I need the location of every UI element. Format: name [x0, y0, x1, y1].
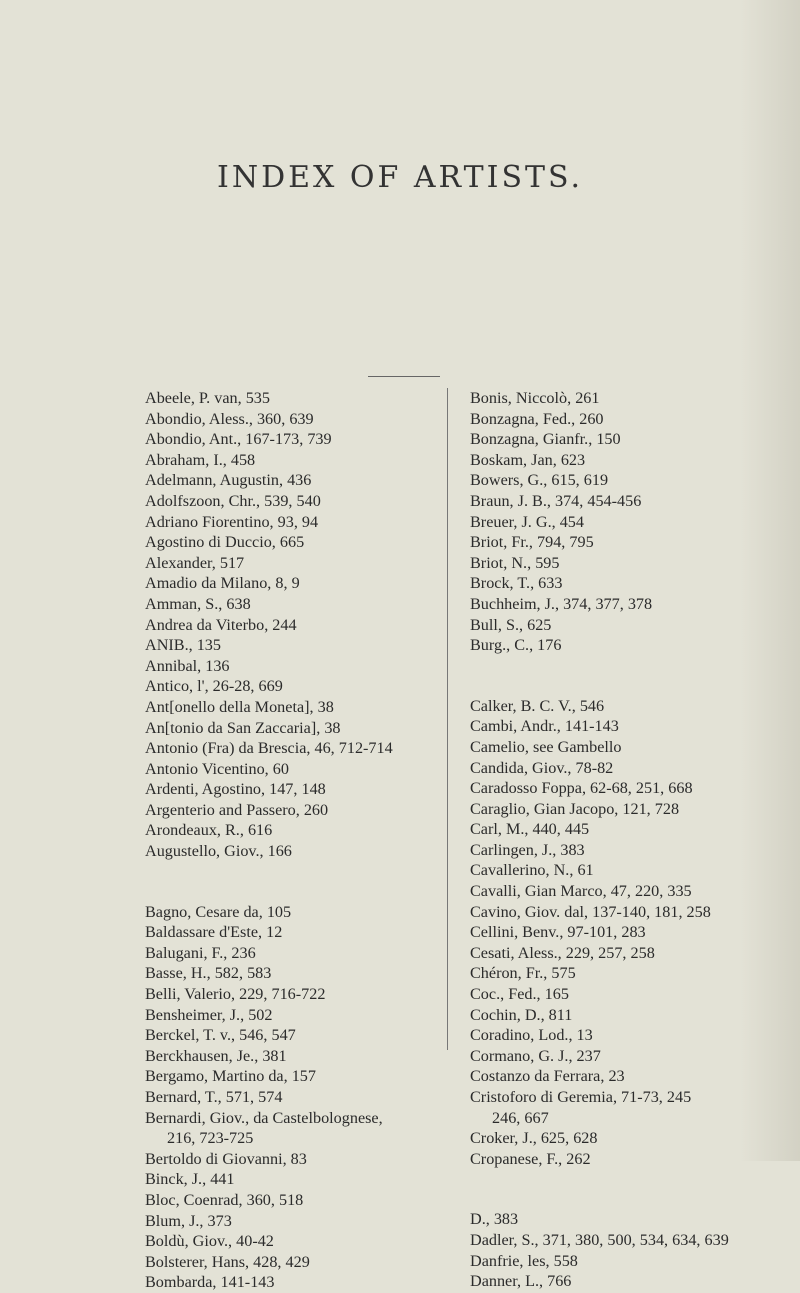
index-entry: Annibal, 136: [145, 656, 230, 675]
index-entry: Cormano, G. J., 237: [470, 1046, 601, 1065]
index-entry: Coradino, Lod., 13: [470, 1026, 593, 1045]
index-entry: Abeele, P. van, 535: [145, 389, 270, 407]
index-entry: Adriano Fiorentino, 93, 94: [145, 512, 319, 531]
index-entry: Danner, L., 766: [470, 1272, 572, 1291]
index-entry: Croker, J., 625, 628: [470, 1129, 598, 1148]
index-entry: Amman, S., 638: [145, 594, 251, 613]
index-entry: Boldù, Giov., 40-42: [145, 1232, 274, 1251]
letter-group-gap: [470, 656, 800, 696]
index-entry: Caraglio, Gian Jacopo, 121, 728: [470, 799, 680, 818]
index-entry: Baldassare d'Este, 12: [145, 923, 283, 942]
letter-group-gap: [145, 862, 445, 902]
index-entry: Alexander, 517: [145, 553, 245, 572]
index-entry: Abraham, I., 458: [145, 450, 256, 469]
index-entry: Cellini, Benv., 97-101, 283: [470, 923, 646, 942]
index-entry: Agostino di Duccio, 665: [145, 533, 305, 552]
index-entry: Bagno, Cesare da, 105: [145, 902, 292, 921]
index-entry: Berckhausen, Je., 381: [145, 1046, 287, 1065]
index-entry: Argenterio and Passero, 260: [145, 800, 329, 819]
index-entry-continuation: 246, 667: [492, 1108, 549, 1127]
index-entry: Chéron, Fr., 575: [470, 964, 576, 983]
index-entry: Abondio, Ant., 167-173, 739: [145, 430, 332, 449]
index-entry: Amadio da Milano, 8, 9: [145, 574, 300, 593]
index-column-left: [145, 388, 445, 1293]
index-entry: Caradosso Foppa, 62-68, 251, 668: [470, 779, 693, 798]
index-entry: Costanzo da Ferrara, 23: [470, 1067, 625, 1086]
index-entry: Boskam, Jan, 623: [470, 450, 586, 469]
index-entry: Carlingen, J., 383: [470, 840, 585, 859]
index-entry: Belli, Valerio, 229, 716-722: [145, 985, 326, 1004]
index-entry: Bernardi, Giov., da Castelbolognese,: [145, 1108, 383, 1127]
index-entry: Bonzagna, Gianfr., 150: [470, 430, 621, 449]
index-entry: Bonis, Niccolò, 261: [470, 389, 600, 407]
index-entry: Braun, J. B., 374, 454-456: [470, 491, 642, 510]
index-entry: Balugani, F., 236: [145, 943, 256, 962]
index-entry: ANIB., 135: [145, 636, 221, 655]
index-entry: Bloc, Coenrad, 360, 518: [145, 1190, 304, 1209]
index-entry: Bonzagna, Fed., 260: [470, 409, 604, 428]
index-entry: Bertoldo di Giovanni, 83: [145, 1149, 307, 1168]
index-entry: Camelio, see Gambello: [470, 737, 622, 756]
index-entry: Ardenti, Agostino, 147, 148: [145, 780, 326, 799]
index-entry: Arondeaux, R., 616: [145, 821, 273, 840]
index-entry: Cristoforo di Geremia, 71-73, 245: [470, 1088, 692, 1106]
index-entry: Antonio (Fra) da Brescia, 46, 712-714: [145, 739, 393, 758]
index-entry: Dadler, S., 371, 380, 500, 534, 634, 639: [470, 1230, 729, 1249]
page-title: INDEX OF ARTISTS.: [216, 160, 584, 195]
index-entry: Cavalli, Gian Marco, 47, 220, 335: [470, 882, 692, 901]
index-entry: Cropanese, F., 262: [470, 1149, 591, 1168]
index-entry: Cavino, Giov. dal, 137-140, 181, 258: [470, 902, 711, 921]
index-entry: Berckel, T. v., 546, 547: [145, 1026, 296, 1045]
index-entry: Cochin, D., 811: [470, 1005, 573, 1024]
index-entry: Adelmann, Augustin, 436: [145, 471, 312, 490]
index-entry: Ant[onello della Moneta], 38: [145, 697, 334, 716]
index-column-right: [470, 388, 800, 1292]
index-entry: Augustello, Giov., 166: [145, 842, 292, 861]
index-entry: Blum, J., 373: [145, 1211, 232, 1230]
column-divider: [447, 388, 448, 1050]
index-entry: Bull, S., 625: [470, 615, 552, 634]
index-entry: Antico, l', 26-28, 669: [145, 677, 283, 696]
index-entry: Binck, J., 441: [145, 1170, 235, 1189]
index-entry: Basse, H., 582, 583: [145, 964, 272, 983]
index-entry: Bernard, T., 571, 574: [145, 1088, 283, 1106]
index-entry: Burg., C., 176: [470, 636, 562, 655]
index-entry-continuation: 216, 723-725: [167, 1129, 254, 1148]
index-entry: An[tonio da San Zaccaria], 38: [145, 718, 341, 737]
index-entry: Calker, B. C. V., 546: [470, 696, 605, 715]
index-entry: D., 383: [470, 1210, 519, 1229]
index-entry: Coc., Fed., 165: [470, 985, 569, 1004]
letter-group-gap: [470, 1169, 800, 1209]
index-entry: Cambi, Andr., 141-143: [470, 717, 619, 736]
index-entry: Brock, T., 633: [470, 574, 563, 593]
index-entry: Danfrie, les, 558: [470, 1251, 578, 1270]
index-entry: Candida, Giov., 78-82: [470, 758, 614, 777]
index-entry: Briot, Fr., 794, 795: [470, 533, 594, 552]
index-entry: Andrea da Viterbo, 244: [145, 615, 297, 634]
index-entry: Bensheimer, J., 502: [145, 1005, 273, 1024]
index-entry: Antonio Vicentino, 60: [145, 759, 289, 778]
index-entry: Cavallerino, N., 61: [470, 861, 594, 880]
index-entry: Adolfszoon, Chr., 539, 540: [145, 491, 321, 510]
index-entry: Bombarda, 141-143: [145, 1273, 275, 1292]
index-entry: Abondio, Aless., 360, 639: [145, 409, 314, 428]
index-entry: Cesati, Aless., 229, 257, 258: [470, 943, 655, 962]
index-entry: Buchheim, J., 374, 377, 378: [470, 594, 653, 613]
index-entry: Bowers, G., 615, 619: [470, 471, 609, 490]
index-entry: Breuer, J. G., 454: [470, 512, 584, 531]
index-entry: Carl, M., 440, 445: [470, 820, 590, 839]
index-entry: Bergamo, Martino da, 157: [145, 1067, 316, 1086]
index-entry: Bolsterer, Hans, 428, 429: [145, 1252, 310, 1271]
index-entry: Briot, N., 595: [470, 553, 560, 572]
title-rule: [368, 376, 440, 377]
